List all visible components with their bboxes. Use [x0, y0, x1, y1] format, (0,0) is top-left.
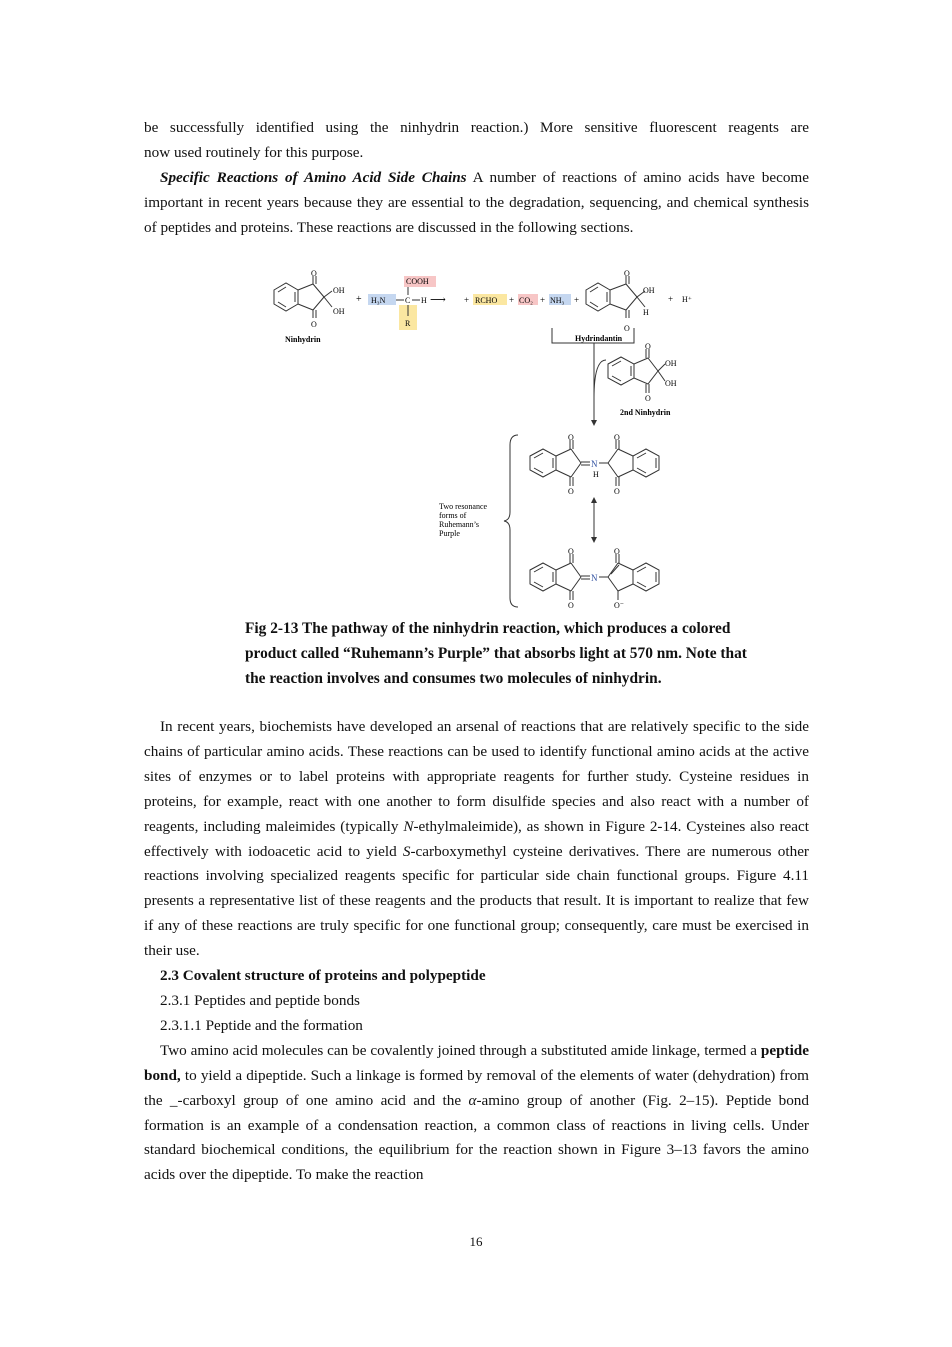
second-ninhydrin-join-curve [594, 360, 606, 398]
hydrindantin-top-o: O [624, 269, 630, 278]
second-ninhydrin-molecule [608, 349, 665, 393]
resonance-arrow-head-up [591, 497, 597, 503]
ninhydrin-reaction-figure [0, 265, 952, 615]
specific-reactions-paragraph [144, 166, 809, 241]
ninhydrin-bottom-o: O [311, 320, 317, 329]
top-paragraph-line-2: now used routinely for this purpose. [144, 143, 364, 161]
reaction-arrow: ⟶ [430, 294, 446, 306]
plus-sign-2: + [464, 295, 470, 305]
figure-caption [245, 616, 805, 691]
body-paragraph-1 [144, 715, 809, 964]
body-text [144, 715, 809, 1188]
body-paragraph-2-part-b: to yield a dipeptide. Such a linkage is formed by removal of the elements of water (dehydration) from the _-carboxyl group of one amino acid and the [144, 1066, 809, 1109]
body-paragraph-1-part-a: In recent years, biochemists have developed an arsenal of reactions that are relatively specific to the side chains of particular amino acids. These reactions can be used to identify functional amino acids at the active sites of enzymes or to label proteins with appropriate reagents for further study. Cysteine residues in proteins, for example, react with one another to form disulfide species and also react with a number of reagents, including maleimides (typically [144, 718, 809, 835]
italic-n: N [403, 817, 414, 835]
form-2-o-bottom-left: O [568, 601, 574, 610]
body-paragraph-2-part-a: Two amino acid molecules can be covalently joined through a substituted amide linkage, termed a [160, 1041, 761, 1059]
h-plus-label: H⁺ [682, 295, 692, 304]
plus-sign-1: + [356, 294, 362, 305]
ninhydrin-oh-bottom: OH [333, 307, 345, 316]
form-1-o-top-right: O [614, 433, 620, 442]
specific-reactions-body: A number of reactions of amino acids have become important in recent years because they are essential to the degradation, sequencing, and chemical synthesis of peptides and proteins. These reactions are discussed in the following sections. [144, 169, 809, 236]
form-2-nitrogen: N [591, 573, 598, 583]
form-1-o-bottom-left: O [568, 487, 574, 496]
cooh-label: COOH [406, 277, 429, 286]
caption-line-2: product called “Ruhemann’s Purple” that absorbs light at 570 nm. Note that [245, 645, 747, 662]
resonance-label-line-3: Ruhemann’s [439, 520, 479, 529]
form-2-o-top-left: O [568, 547, 574, 556]
page-number: 16 [469, 1234, 483, 1249]
body-paragraph-2 [144, 1039, 809, 1188]
resonance-arrow-head-down [591, 537, 597, 543]
ninhydrin-top-o: O [311, 269, 317, 278]
italic-s: S [402, 842, 411, 860]
form-1-nitrogen: N [591, 459, 598, 469]
resonance-label [439, 502, 489, 538]
alpha-symbol: α [468, 1091, 477, 1109]
section-heading-2-3-1: 2.3.1 Peptides and peptide bonds [160, 991, 360, 1009]
alpha-hydrogen-label: H [421, 296, 427, 305]
top-paragraph-line-1: be successfully identified using the ninhydrin reaction.) More sensitive fluorescent reagents are [144, 119, 809, 136]
second-ninhydrin-label: 2nd Ninhydrin [620, 408, 671, 417]
alpha-carbon-label: C [405, 296, 411, 305]
caption-line-1: Fig 2-13 The pathway of the ninhydrin reaction, which produces a colored [245, 620, 731, 637]
section-heading-2-3: 2.3 Covalent structure of proteins and polypeptide [160, 967, 486, 985]
hydrindantin-oh: OH [643, 286, 655, 295]
caption-line-3: the reaction involves and consumes two molecules of ninhydrin. [245, 670, 662, 687]
form-2-o-minus: O⁻ [614, 601, 624, 610]
hydrindantin-label: Hydrindantin [575, 334, 623, 343]
peptide-bond-term: peptide bond, [144, 1041, 809, 1084]
form-1-o-bottom-right: O [614, 487, 620, 496]
hydrindantin-molecule [586, 276, 645, 318]
nh3-label: NH₃ [550, 296, 565, 305]
body-paragraph-2-part-c: -amino group of another (Fig. 2–15). Peptide bond formation is an example of a condensation reaction, a common class of reactions in living cells. Under standard biochemical conditions, the equilibrium for the reaction shown in Figure 3–13 favors the amino acids over the dipeptide. To make the reaction [144, 1091, 809, 1184]
plus-sign-4: + [540, 295, 546, 305]
ninhydrin-oh-top: OH [333, 286, 345, 295]
hydrindantin-bottom-o: O [624, 324, 630, 333]
top-paragraph [144, 116, 809, 166]
body-paragraph-1-part-b: -ethylmaleimide), as shown in Figure 2-14. Cysteines also react effectively with iodoacetic acid to yield [144, 817, 809, 860]
second-ninhydrin-oh-top: OH [665, 359, 677, 368]
pathway-arrow-head [591, 420, 597, 426]
ninhydrin-label: Ninhydrin [285, 335, 321, 344]
second-ninhydrin-top-o: O [645, 342, 651, 351]
specific-reactions-title: Specific Reactions of Amino Acid Side Chains [160, 169, 467, 186]
plus-sign-5: + [574, 295, 580, 305]
second-ninhydrin-oh-bottom: OH [665, 379, 677, 388]
second-ninhydrin-bottom-o: O [645, 394, 651, 403]
body-paragraph-1-part-c: -carboxymethyl cysteine derivatives. There are numerous other reactions involving specialized reagents specific for particular side chain functional groups. Figure 4.11 presents a representative list of these reagents and the products that result. It is important to realize that few if any of these reactions are truly specific for one functional group; consequently, care must be exercised in their use. [144, 842, 809, 960]
form-1-hydrogen: H [593, 470, 599, 479]
section-heading-2-3-1-1: 2.3.1.1 Peptide and the formation [160, 1016, 363, 1034]
r-group-label: R [405, 319, 411, 328]
form-1-o-top-left: O [568, 433, 574, 442]
resonance-label-line-2: forms of [439, 511, 467, 520]
resonance-label-line-1: Two resonance [439, 502, 488, 511]
hydrindantin-h: H [643, 308, 649, 317]
co2-label: CO₂ [519, 296, 533, 305]
plus-sign-3: + [509, 295, 515, 305]
resonance-brace [504, 435, 518, 607]
amino-label: H₃N [371, 296, 386, 305]
form-2-o-top-right: O [614, 547, 620, 556]
rcho-label: RCHO [475, 296, 498, 305]
resonance-label-line-4: Purple [439, 529, 460, 538]
ninhydrin-molecule [274, 276, 332, 318]
plus-sign-6: + [668, 294, 674, 304]
